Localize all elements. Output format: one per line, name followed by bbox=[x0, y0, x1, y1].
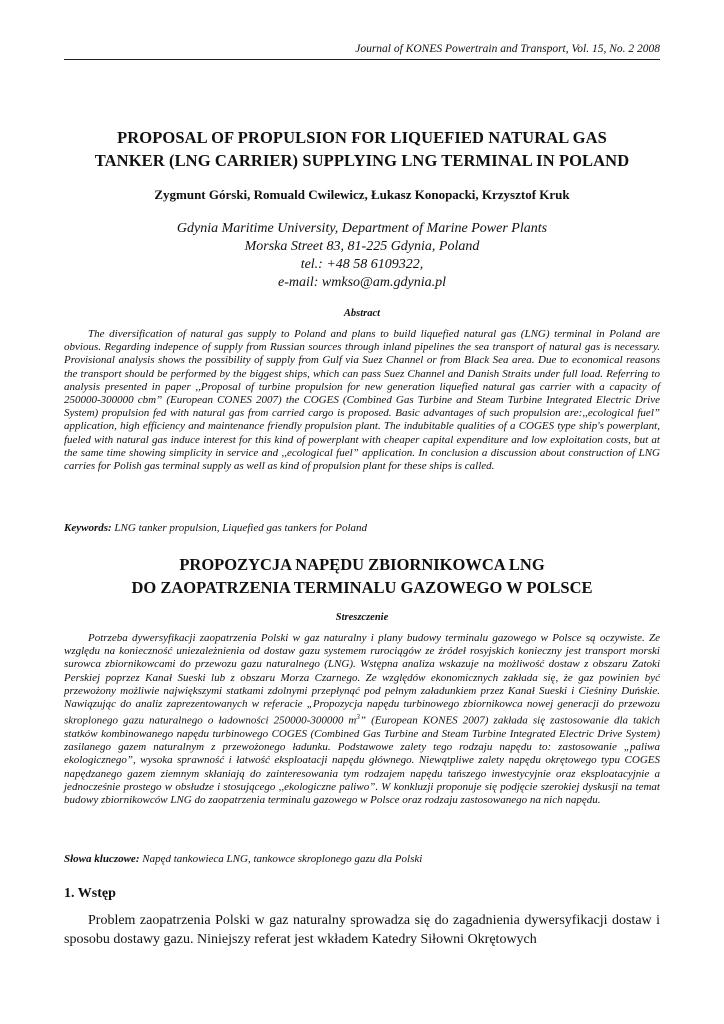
affiliation-line-2: Morska Street 83, 81-225 Gdynia, Poland bbox=[244, 239, 480, 254]
polish-title-line-2: DO ZAOPATRZENIA TERMINALU GAZOWEGO W POLSCE bbox=[131, 578, 593, 597]
keywords bbox=[64, 522, 660, 534]
slowa-kluczowe-label: Słowa kluczowe: bbox=[64, 853, 140, 865]
streszczenie-heading: Streszczenie bbox=[335, 612, 389, 623]
affiliation bbox=[50, 220, 674, 292]
affiliation-line-1: Gdynia Maritime University, Department of Marine Power Plants bbox=[176, 221, 548, 236]
polish-title-line-1: PROPOZYCJA NAPĘDU ZBIORNIKOWCA LNG bbox=[179, 555, 545, 574]
abstract-heading: Abstract bbox=[343, 308, 381, 319]
keywords-label: Keywords: bbox=[64, 522, 112, 534]
section-heading: 1. Wstęp bbox=[64, 886, 116, 901]
streszczenie-text-part-1: Potrzeba dywersyfikacji zaopatrzenia Polski w gaz naturalny i plany budowy terminalu gazowego w Polsce są oczywiste. Ze względu na konieczność uniezależnienia od dostaw gazu systemem rurociągów ze źródeł rosyjskich konieczny jest transport morski surowca zbiornikowcami do przewozu gazu naturalnego (LNG). Wstępna analiza wskazuje na możliwość dostaw z obszaru Zatoki Perskiej poprzez Kanał Sueski lub z obszaru Morza Czarnego. Ze względów ekonomicznych zakłada się, że gaz powinien być przewożony możliwie największymi statkami zdolnymi przepłynąć pod pełnym załadunkiem przez Kanał Sueski i Cieśniny Duńskie. Nawiązując do analiz zaprezentowanych w referacie „Propozycja napędu turbinowego zbiornikowca nowej generacji do przewozu skroplonego gazu naturalnego o ładowności 250000-300000 m bbox=[64, 632, 660, 727]
authors: Zygmunt Górski, Romuald Cwilewicz, Łukasz Konopacki, Krzysztof Kruk bbox=[154, 187, 570, 202]
keywords-text: LNG tanker propulsion, Liquefied gas tankers for Poland bbox=[111, 522, 368, 534]
affiliation-line-3: tel.: +48 58 6109322, bbox=[300, 257, 424, 272]
paper-title bbox=[50, 126, 674, 172]
slowa-kluczowe bbox=[64, 853, 660, 865]
section-body-text: Problem zaopatrzenia Polski w gaz naturalny sprowadza się do zagadnienia dywersyfikacji dostaw i sposobu dostawy gazu. Niniejszy referat jest wkładem Katedry Siłowni Okrętowych bbox=[64, 913, 660, 947]
polish-title bbox=[50, 553, 674, 599]
affiliation-line-4: e-mail: wmkso@am.gdynia.pl bbox=[277, 275, 447, 290]
streszczenie-text-part-2: ” (European KONES 2007) zakłada się zastosowanie dla takich statków kombinowanego napędu turbinowego COGES (Combined Gas Turbine and Steam Turbine Integrated Electric Drive System) zasilanego gazem naturalnym z przewożonego ładunku. Podstawowe zalety tego rodzaju napędu to: zastosowanie „paliwa ekologicznego”, wysoka sprawność i łatwość eksploatacji napędu głównego. Niewątpliwe zalety napędu okrętowego typu COGES napędzanego gazem ziemnym skłaniają do zainteresowania tym rodzajem napędu tańszego inwestycyjnie oraz eksploatacyjnie a jednocześnie prostego w obsłudze i stosującego ,,ekologiczne paliwo”. W konkluzji proponuje się podjęcie szerokiej dyskusji na temat budowy zbiornikowców LNG do zaopatrzenia terminalu gazowego w Polsce oraz rodzaju zastosowanego na nich napędu. bbox=[64, 714, 660, 807]
running-head: Journal of KONES Powertrain and Transport, Vol. 15, No. 2 2008 bbox=[64, 43, 660, 60]
streszczenie-text bbox=[64, 632, 660, 807]
title-line-1: PROPOSAL OF PROPULSION FOR LIQUEFIED NATURAL GAS bbox=[117, 128, 607, 147]
abstract-text: The diversification of natural gas supply to Poland and plans to build liquefied natural gas (LNG) terminal in Poland are obvious. Regarding indepence of supply from Russian sources through inland pipelines the sea transport of natural gas is necessary. Provisional analysis shows the possibility of supply from Gulf via Suez Channel or from Black Sea area. Due to economical reasons the transport should be performed by the biggest ships, which can pass Suez Channel and Danish Straits under full load. Referring to analysis presented in paper ,,Proposal of turbine propulsion for new generation liquefied natural gas carrier with a capacity of 250000-300000 cbm” (European CONES 2007) the COGES (Combined Gas Turbine and Steam Turbine Integrated Electric Drive System) propulsion fed with natural gas from carried cargo is proposed. Basic advantages of such propulsion are:,,ecological fuel” application, high efficiency and maintenance friendly propulsion plant. The indubitable qualities of a COGES type ship's powerplant, fueled with natural gas induce interest for this kind of powerplant with cheaper capital expenditure and low exploitation costs, but at the same time showing simplicity in service and ,,ecological fuel” application. In conclusion a discussion about construction of LNG carries for Polish gas terminal supply as well as kind of propulsion plant for these ships is called. bbox=[64, 328, 660, 473]
streszczenie-superscript: 3 bbox=[356, 713, 360, 722]
title-line-2: TANKER (LNG CARRIER) SUPPLYING LNG TERMINAL IN POLAND bbox=[94, 151, 630, 170]
slowa-kluczowe-text: Napęd tankowieca LNG, tankowce skroplonego gazu dla Polski bbox=[139, 853, 423, 865]
